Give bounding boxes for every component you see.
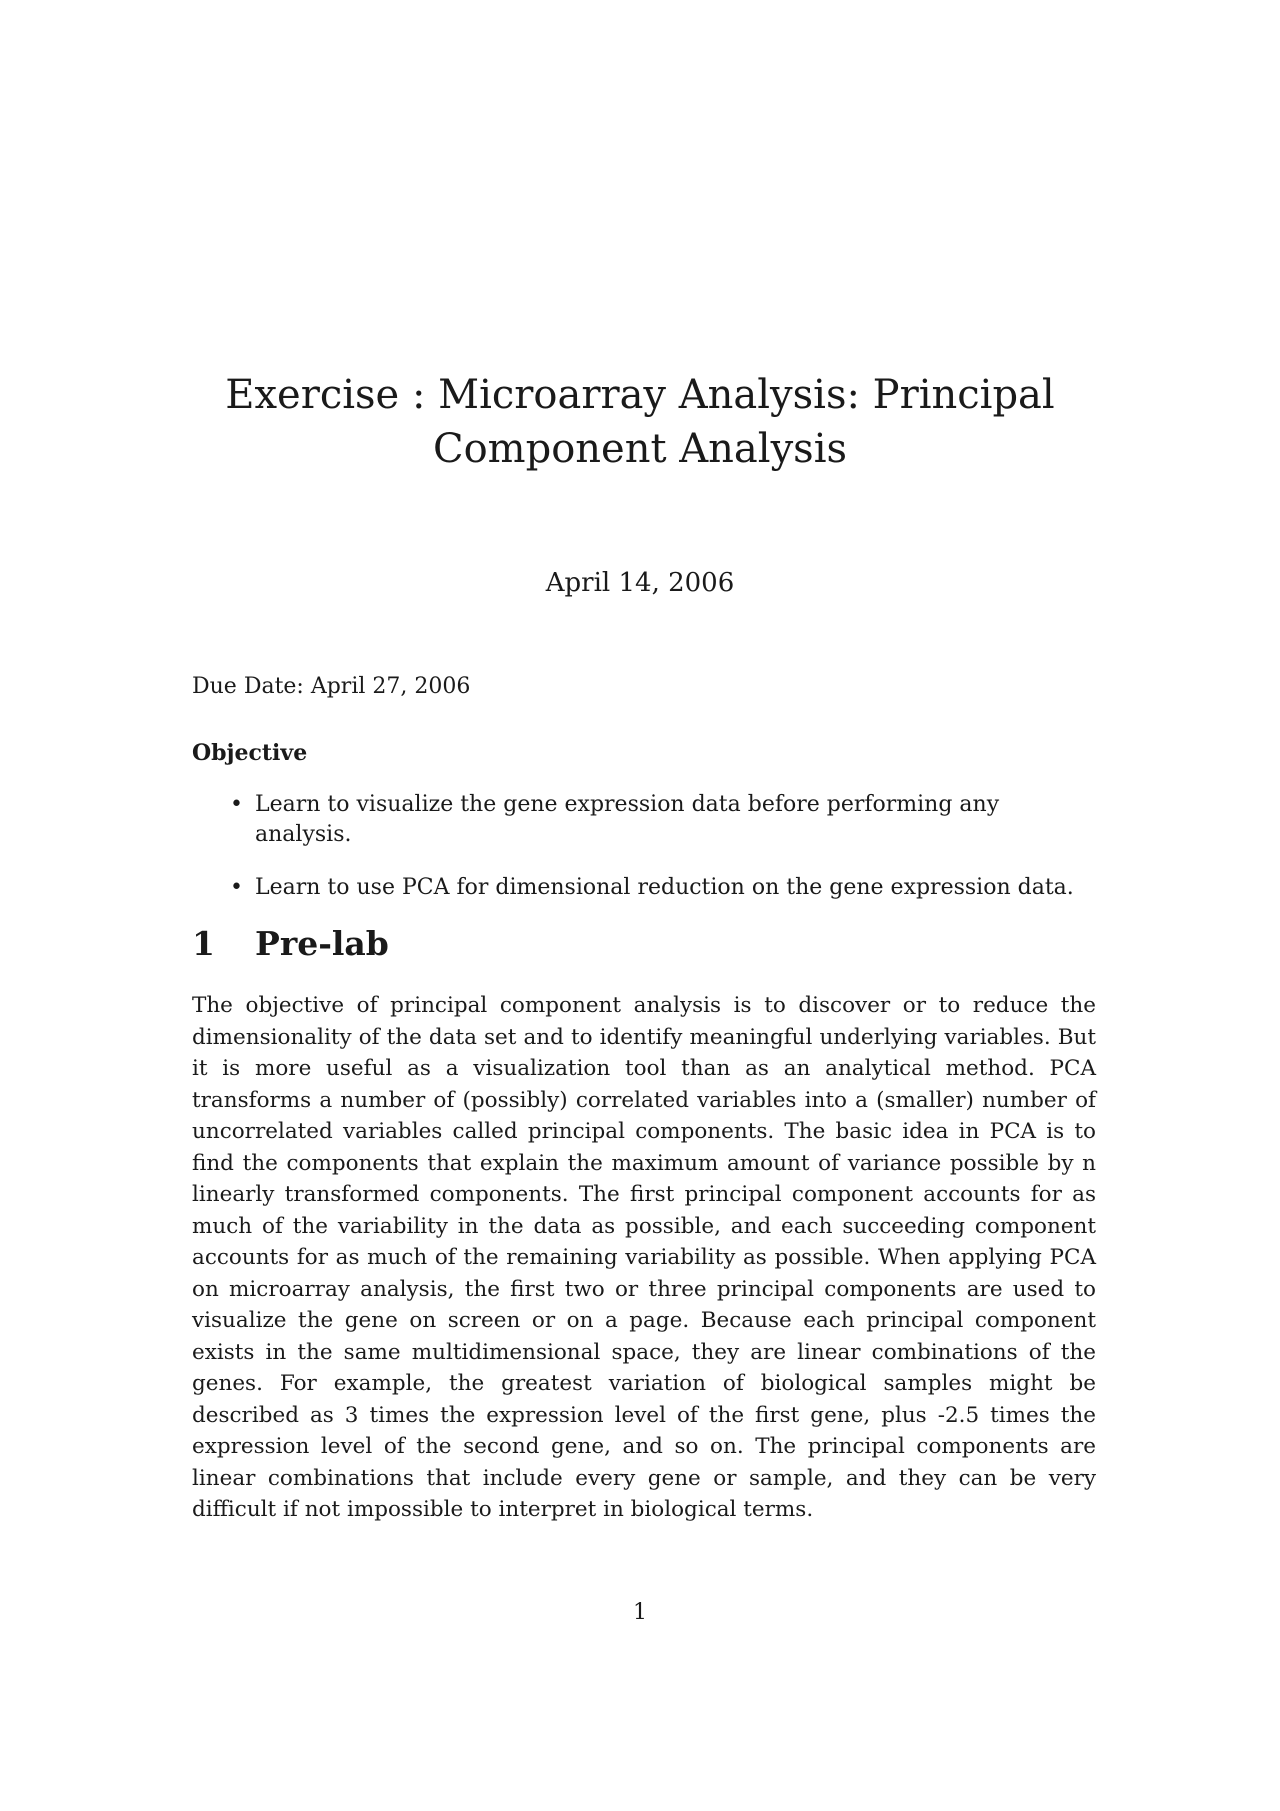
page-number: 1 xyxy=(633,1600,647,1625)
section-title: Pre-lab xyxy=(255,924,389,963)
bullet-icon: • xyxy=(230,792,243,817)
objective-text: Learn to use PCA for dimensional reduction on the gene expression data. xyxy=(255,875,1074,900)
bullet-icon: • xyxy=(230,875,243,900)
objective-item xyxy=(192,790,1092,850)
objective-item xyxy=(192,873,1092,903)
section-paragraph: The objective of principal component analysis is to discover or to reduce the dimensionality of the data set and to identify meaningful underlying variables. But it is more useful as a visualization tool than as an analytical method. PCA transforms a number of (possibly) correlated variables into a (smaller) number of uncorrelated variables called principal components. The basic idea in PCA is to find the components that explain the maximum amount of variance possible by n linearly transformed components. The first principal component accounts for as much of the variability in the data as possible, and each succeeding component accounts for as much of the remaining variability as possible. When applying PCA on microarray analysis, the first two or three principal components are used to visualize the gene on screen or on a page. Because each principal component exists in the same multidimensional space, they are linear combinations of the genes. For example, the greatest variation of biological samples might be described as 3 times the expression level of the first gene, plus -2.5 times the expression level of the second gene, and so on. The principal components are linear combinations that include every gene or sample, and they can be very difficult if not impossible to interpret in biological terms. xyxy=(192,993,1096,1522)
objective-text: Learn to visualize the gene expression data before performing any analysis. xyxy=(255,792,1000,847)
due-date: Due Date: April 27, 2006 xyxy=(192,674,471,699)
objective-list xyxy=(192,790,1092,926)
section-number: 1 xyxy=(192,924,215,963)
objective-heading: Objective xyxy=(192,740,308,766)
document-date: April 14, 2006 xyxy=(545,568,735,598)
section-heading xyxy=(192,922,389,966)
document-title: Exercise : Microarray Analysis: Principal Component Analysis xyxy=(225,372,1055,472)
